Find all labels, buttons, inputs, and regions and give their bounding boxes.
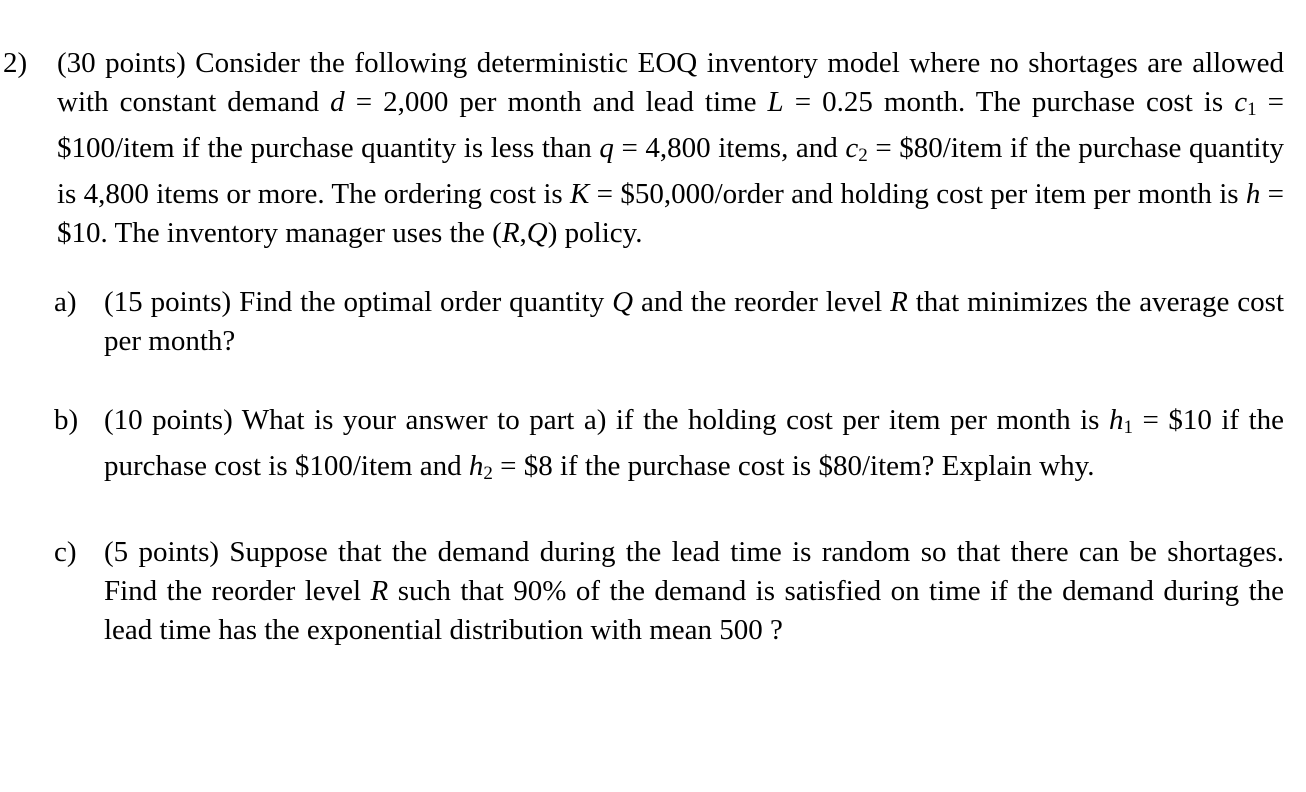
var-L: L: [767, 86, 784, 118]
var-Q: Q: [526, 217, 548, 249]
sub-parts: [54, 283, 1284, 650]
part-a-text: (15 points) Find the optimal order quantity Q and the reorder level R that minimizes the average cost per month?: [104, 286, 1284, 357]
part-a: [54, 283, 1284, 361]
part-c: [54, 533, 1284, 650]
problem-2: [0, 44, 1284, 690]
var-d: d: [330, 86, 345, 118]
var-h: h: [1245, 178, 1261, 210]
var-K: K: [570, 178, 590, 210]
part-b: [54, 401, 1284, 493]
var-q: q: [599, 132, 614, 164]
problem-statement: [0, 44, 1284, 253]
part-c-text: (5 points) Suppose that the demand during the lead time is random so that there can be shortages. Find the reorder level R such that 90% of the demand is satisfied on time if the demand during the lead time has the exponential distribution with mean 500 ?: [104, 536, 1284, 646]
part-c-label: c): [54, 536, 77, 568]
var-c1: $c_1$: [1234, 86, 1257, 120]
problem-number: 2): [3, 47, 28, 79]
part-a-label: a): [54, 286, 77, 318]
var-R: R: [501, 217, 520, 249]
part-b-label: b): [54, 404, 79, 436]
problem-text: (30 points) Consider the following deterministic EOQ inventory model where no shortages are allowed with constant demand d = 2,000 per month and lead time L = 0.25 month. The purchase cost is $c_1$ = $100/item if the purchase quantity is less than q = 4,800 items, and $c_2$ = $80/item if the purchase quantity is 4,800 items or more. The ordering cost is K = $50,000/order and holding cost per item per month is h = $10. The inventory manager uses the (R,Q) policy.: [57, 47, 1285, 249]
var-c2: $c_2$: [845, 132, 868, 166]
problem-points: (30 points): [57, 47, 186, 79]
part-b-text: (10 points) What is your answer to part a) if the holding cost per item per month is $h_1$ = $10 if the purchase cost is $100/item and $h_2$ = $8 if the purchase cost is $80/item? Explain why.: [104, 404, 1285, 484]
